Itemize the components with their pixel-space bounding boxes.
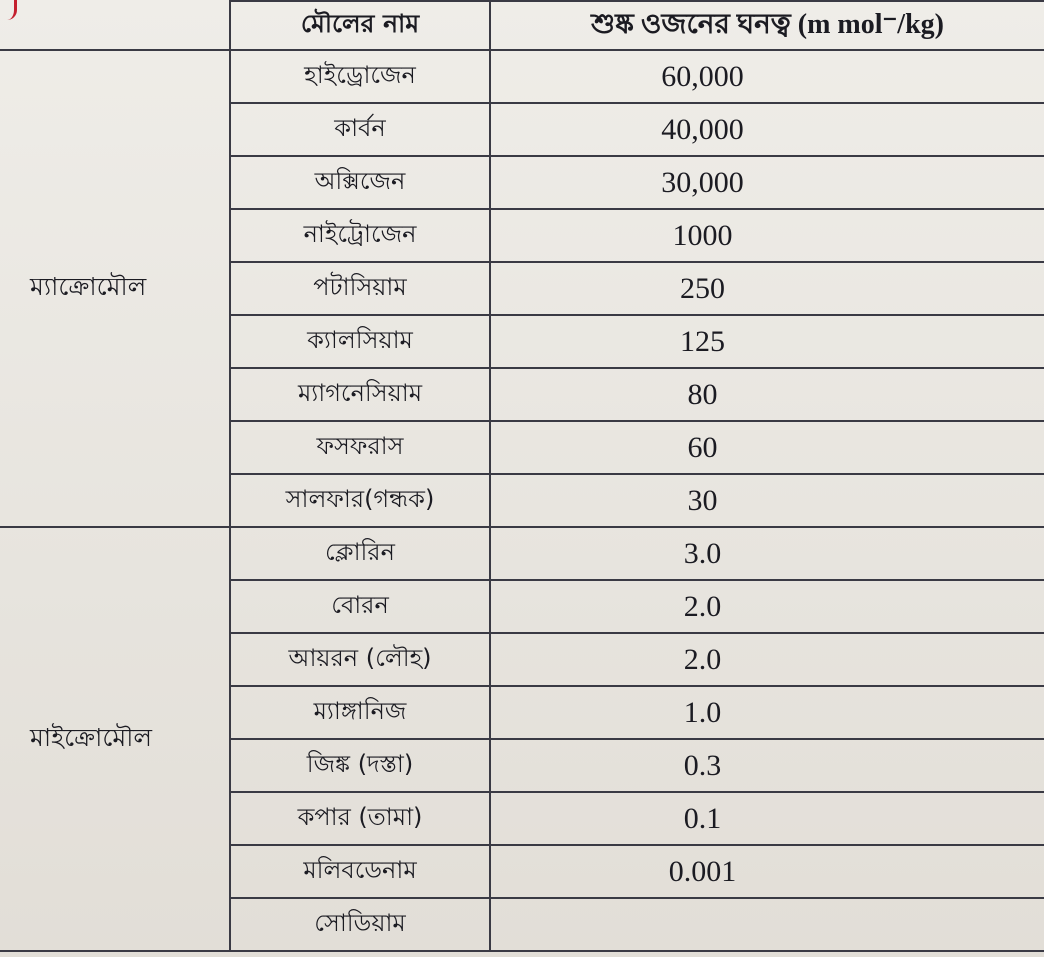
element-name: ফসফরাস (230, 421, 490, 474)
table-header-row (0, 1, 1044, 50)
element-name: আয়রন (লৌহ) (230, 633, 490, 686)
element-value: 1.0 (490, 686, 1044, 739)
element-name: অক্সিজেন (230, 156, 490, 209)
element-name: পটাসিয়াম (230, 262, 490, 315)
element-name: নাইট্রোজেন (230, 209, 490, 262)
element-name: বোরন (230, 580, 490, 633)
element-value: 125 (490, 315, 1044, 368)
element-value: 0.001 (490, 845, 1044, 898)
element-name: ক্যালসিয়াম (230, 315, 490, 368)
header-element-name: মৌলের নাম (230, 1, 490, 50)
element-value: 80 (490, 368, 1044, 421)
element-value: 1000 (490, 209, 1044, 262)
element-name: মলিবডেনাম (230, 845, 490, 898)
element-value: 30 (490, 474, 1044, 527)
category-micro: মাইক্রোমৌল (0, 527, 230, 951)
element-name: হাইড্রোজেন (230, 50, 490, 103)
element-value: 2.0 (490, 633, 1044, 686)
element-value: 40,000 (490, 103, 1044, 156)
element-name: কপার (তামা) (230, 792, 490, 845)
element-name: জিঙ্ক (দস্তা) (230, 739, 490, 792)
element-name: ক্লোরিন (230, 527, 490, 580)
table-row (0, 527, 1044, 580)
element-value: 3.0 (490, 527, 1044, 580)
element-name: সোডিয়াম (230, 898, 490, 951)
element-name: ম্যাঙ্গানিজ (230, 686, 490, 739)
element-value: 30,000 (490, 156, 1044, 209)
header-category-cell (0, 1, 230, 50)
element-name: সালফার(গন্ধক) (230, 474, 490, 527)
element-value: 0.3 (490, 739, 1044, 792)
element-name: কার্বন (230, 103, 490, 156)
category-macro: ম্যাক্রোমৌল (0, 50, 230, 527)
element-name: ম্যাগনেসিয়াম (230, 368, 490, 421)
element-value: 60 (490, 421, 1044, 474)
header-concentration: শুষ্ক ওজনের ঘনত্ব (m mol⁻/kg) (490, 1, 1044, 50)
element-value: 2.0 (490, 580, 1044, 633)
table-row (0, 50, 1044, 103)
element-value: 250 (490, 262, 1044, 315)
element-value: 60,000 (490, 50, 1044, 103)
element-value (490, 898, 1044, 951)
element-value: 0.1 (490, 792, 1044, 845)
